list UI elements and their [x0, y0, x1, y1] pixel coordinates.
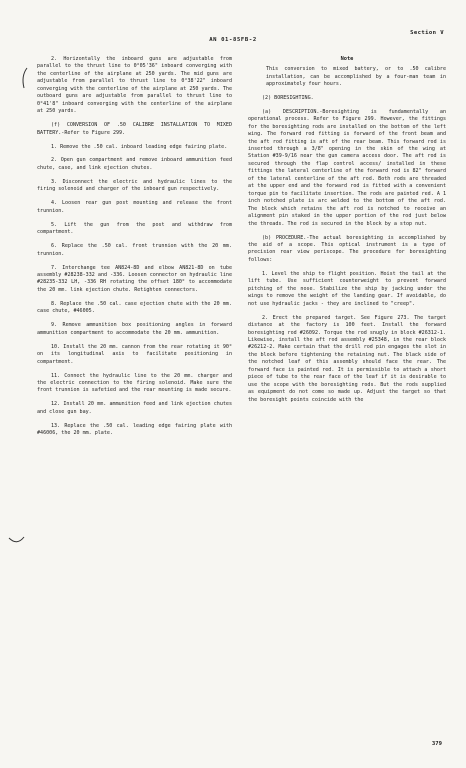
section-label: Section V — [410, 30, 444, 36]
right-column — [248, 56, 446, 411]
step-1: 1. Remove the .50 cal. inboard leading edge fairing plate. — [51, 143, 228, 150]
margin-check-mark — [8, 534, 26, 548]
paragraph-horizontal-adjustment: 2. Horizontally the inboard guns are adjustable from parallel to the thrust line to 0°05'36" inboard converging with the centerline of the airplane at 250 yards. The mid guns are adjustable from parallel to thrust line to 0°38'22" inboard converging with the centerline of the airplane at 250 yards. The outboard guns are adjustable from parallel to thrust line to 0°41'8" inboard converging with the centerline of the airplane at 250 yards. — [37, 56, 232, 115]
procedure-step-2: 2. Erect the prepared target. See Figure 273. The target distance at the factory is 100 feet. Install the forward boresighting rod #26092. Torque the rod snugly in block #26312-1. Likewise, install the aft rod assembly #25348, in the rear block #26212-2. Make certain that the drill rod pin engages the slot in the block before tightening the retaining nut. The black side of the notched leaf of this assembly should face the rear. The forward face is painted red. It is permissible to attach a short piece of tube to the rear face of the leaf if it is desirable to use the scope with the boresighting rods. But the rods supplied as equipment do not come so made up. Adjust the target so that the boresight points coincide with the — [248, 314, 446, 403]
paragraph-description: (a) DESCRIPTION.-Boresighting is fundamentally an operational process. Refer to Figure 299. However, the fittings for the boresighting rods are installed on the bottom of the left wing. The forward rod fitting is forward of the front beam and the aft rod fitting is aft of the rear beam. This forward rod is inserted through a 3/8" opening in the skin of the wing at Station #39-9/16 near the gun camera access door. The aft rod is secured through the flap control access/ installed in these fittings the lateral centerline of the forward rod is 82" forward of the lateral centerline of the aft rod. Both rods are threaded at the upper end and the forward rod is fitted with a convenient torque pin to facilitate insertion. The rods are painted red. A 1 inch notched plate is arc welded to the bottom of the aft rod. The block which retains the aft rod is notched to receive an alignment pin staked in the upper portion of the rod just below the threads. The rod is secured in the block by a stop nut. — [248, 108, 446, 227]
step-12: 12. Install 20 mm. ammunition feed and link ejection chutes and close gun bay. — [37, 401, 232, 415]
step-10: 10. Install the 20 mm. cannon from the rear rotating it 90° on its longitudinal axis to facilitate positioning in compartment. — [37, 343, 232, 365]
margin-bracket-mark — [18, 66, 30, 90]
paragraph-conversion-heading: (f) CONVERSION OF .50 CALIBRE INSTALLATION TO MIXED BATTERY.-Refer to Figure 299. — [37, 122, 232, 136]
step-8: 8. Replace the .50 cal. case ejection chute with the 20 mm. case chute, #46005. — [37, 300, 232, 315]
step-3: 3. Disconnect the electric and hydraulic lines to the firing solenoid and charger of the inboard gun respectively. — [37, 178, 232, 193]
step-4: 4. Loosen rear gun post mounting and release the front trunnion. — [37, 200, 232, 214]
note-title: Note — [340, 56, 354, 62]
procedure-step-1: 1. Level the ship to flight position. Hoist the tail at the lift tube. Use sufficient counterweight to prevent forward pitching of the nose. Stabilize the ship by jacking under the wings to remove the weight of the landing gear. If avoidable, do not use hydraulic jacks - they are inclined to "creep". — [248, 270, 446, 307]
boresighting-heading: (2) BORESIGHTING. — [262, 94, 314, 101]
paragraph-procedure: (b) PROCEDURE.-The actual boresighting is accomplished by the aid of a scope. This optical instrument is a type of precision rear view periscope. The procedure for boresighting follows: — [248, 234, 446, 263]
step-6: 6. Replace the .50 cal. front trunnion with the 20 mm. trunnion. — [37, 243, 232, 257]
step-9: 9. Remove ammunition box positioning angles in forward ammunition compartment to accommodate the 20 mm. ammunition. — [37, 322, 232, 336]
step-2: 2. Open gun compartment and remove inboard ammunition feed chute, case, and link ejection chutes. — [37, 157, 232, 171]
step-13: 13. Replace the .50 cal. leading edge fairing plate with #46006, the 20 mm. plate. — [37, 422, 232, 437]
step-5: 5. Lift the gun from the post and withdraw from compartment. — [37, 221, 232, 236]
left-column — [37, 56, 232, 444]
step-7: 7. Interchange tee AN824-8D and elbow AN821-8D on tube assembly #28238-332 and -336. Loosen connector on hydraulic line #28235-332 LH, -336 RH rotating the offset 180° to accommodate the 20 mm. link ejection chute. Retighten connectors. — [37, 264, 232, 293]
page-number: 379 — [431, 741, 442, 747]
document-code: AN 01-85FB-2 — [209, 37, 257, 43]
note-text: This conversion to mixed battery, or to .50 calibre installation, can be accomplished by a four-man team in approximately four hours. — [266, 66, 446, 88]
step-11: 11. Connect the hydraulic line to the 20 mm. charger and the electric connection to the firing solenoid. Make sure the front trunnion is safetied and the rear mounting is made secure. — [37, 372, 232, 394]
